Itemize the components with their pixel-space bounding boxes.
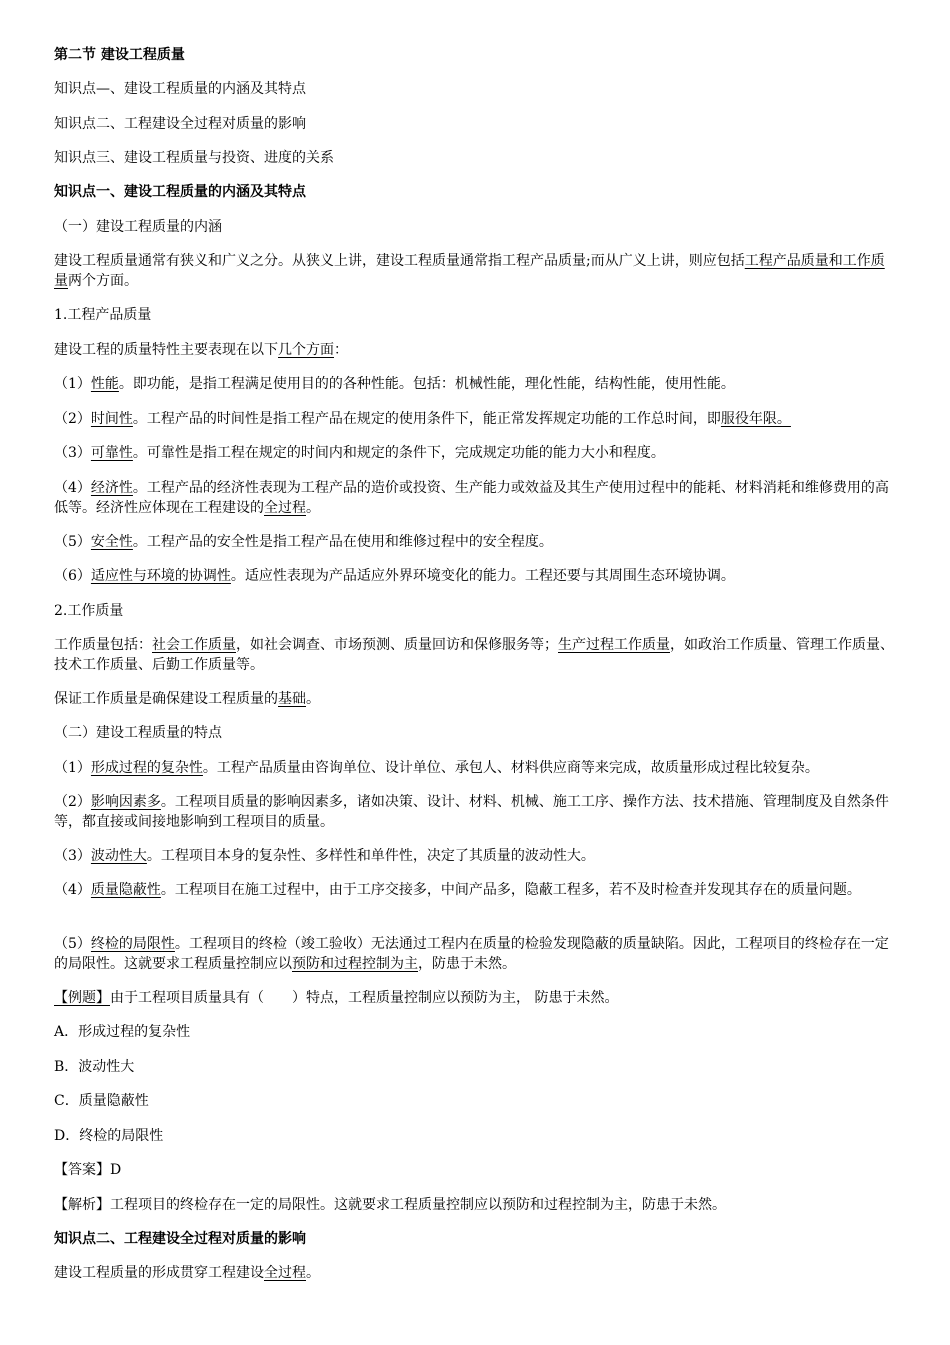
- example-option-b: B．波动性大: [54, 1059, 135, 1075]
- feature-item-performance: （1）性能。即功能，是指工程满足使用目的的各种性能。包括：机械性能，理化性能，结构性能，使用性能。: [54, 376, 735, 392]
- example-answer: 【答案】D: [54, 1162, 122, 1178]
- work-quality-guarantee: 保证工作质量是确保建设工程质量的基础。: [54, 691, 320, 707]
- toc-item-3: 知识点三、建设工程质量与投资、进度的关系: [54, 150, 334, 166]
- characteristic-item-final-inspection: （5）终检的局限性。工程项目的终检（竣工验收）无法通过工程内在质量的检验发现隐蔽的质量缺陷。因此，工程项目的终检存在一定的局限性。这就要求工程质量控制应以预防和过程控制为主，防患于未然。: [54, 936, 889, 972]
- kp2-heading: 知识点二、工程建设全过程对质量的影响: [54, 1231, 306, 1247]
- toc-item-1: 知识点—、建设工程质量的内涵及其特点: [54, 81, 306, 97]
- feature-item-adaptability: （6）适应性与环境的协调性。适应性表现为产品适应外界环境变化的能力。工程还要与其周围生态环境协调。: [54, 568, 735, 584]
- example-option-a: A．形成过程的复杂性: [54, 1024, 191, 1040]
- section-title: 第二节 建设工程质量: [54, 47, 185, 63]
- example-tag: 【例题】: [54, 990, 110, 1006]
- toc-item-2: 知识点二、工程建设全过程对质量的影响: [54, 116, 306, 132]
- example-option-d: D．终检的局限性: [54, 1128, 164, 1144]
- kp1-heading: 知识点一、建设工程质量的内涵及其特点: [54, 184, 306, 200]
- feature-item-reliability: （3）可靠性。可靠性是指工程在规定的时间内和规定的条件下，完成规定功能的能力大小和程度。: [54, 445, 665, 461]
- work-quality-title: 2.工作质量: [54, 603, 124, 619]
- example-option-c: C．质量隐蔽性: [54, 1093, 149, 1109]
- feature-item-time: （2）时间性。工程产品的时间性是指工程产品在规定的使用条件下，能正常发挥规定功能的工作总时间，即服役年限。: [54, 411, 791, 427]
- example-question: 【例题】由于工程项目质量具有（ ）特点，工程质量控制应以预防为主， 防患于未然。: [54, 990, 619, 1006]
- work-quality-paragraph: 工作质量包括：社会工作质量，如社会调查、市场预测、质量回访和保修服务等；生产过程工作质量，如政治工作质量、管理工作质量、技术工作质量、后勤工作质量等。: [54, 637, 894, 673]
- characteristic-item-concealment: （4）质量隐蔽性。工程项目在施工过程中，由于工序交接多，中间产品多，隐蔽工程多，若不及时检查并发现其存在的质量问题。: [54, 882, 861, 898]
- example-analysis: 【解析】工程项目的终检存在一定的局限性。这就要求工程质量控制应以预防和过程控制为主，防患于未然。: [54, 1197, 726, 1213]
- connotation-paragraph: 建设工程质量通常有狭义和广义之分。从狭义上讲，建设工程质量通常指工程产品质量;而从广义上讲，则应包括工程产品质量和工作质量两个方面。: [54, 253, 885, 289]
- characteristic-item-volatility: （3）波动性大。工程项目本身的复杂性、多样性和单件性，决定了其质量的波动性大。: [54, 848, 595, 864]
- feature-item-safety: （5）安全性。工程产品的安全性是指工程产品在使用和维修过程中的安全程度。: [54, 534, 553, 550]
- kp1-subheading-characteristics: （二）建设工程质量的特点: [54, 725, 222, 741]
- quality-features-lead: 建设工程的质量特性主要表现在以下几个方面：: [54, 342, 348, 358]
- characteristic-item-factors: （2）影响因素多。工程项目质量的影响因素多，诸如决策、设计、材料、机械、施工工序、操作方法、技术措施、管理制度及自然条件等，都直接或间接地影响到工程项目的质量。: [54, 794, 889, 830]
- kp2-paragraph: 建设工程质量的形成贯穿工程建设全过程。: [54, 1265, 320, 1281]
- feature-item-economy: （4）经济性。工程产品的经济性表现为工程产品的造价或投资、生产能力或效益及其生产使用过程中的能耗、材料消耗和维修费用的高低等。经济性应体现在工程建设的全过程。: [54, 480, 889, 516]
- kp1-subheading-connotation: （一）建设工程质量的内涵: [54, 219, 222, 235]
- characteristic-item-complexity: （1）形成过程的复杂性。工程产品质量由咨询单位、设计单位、承包人、材料供应商等来完成，故质量形成过程比较复杂。: [54, 760, 819, 776]
- product-quality-title: 1.工程产品质量: [54, 307, 152, 323]
